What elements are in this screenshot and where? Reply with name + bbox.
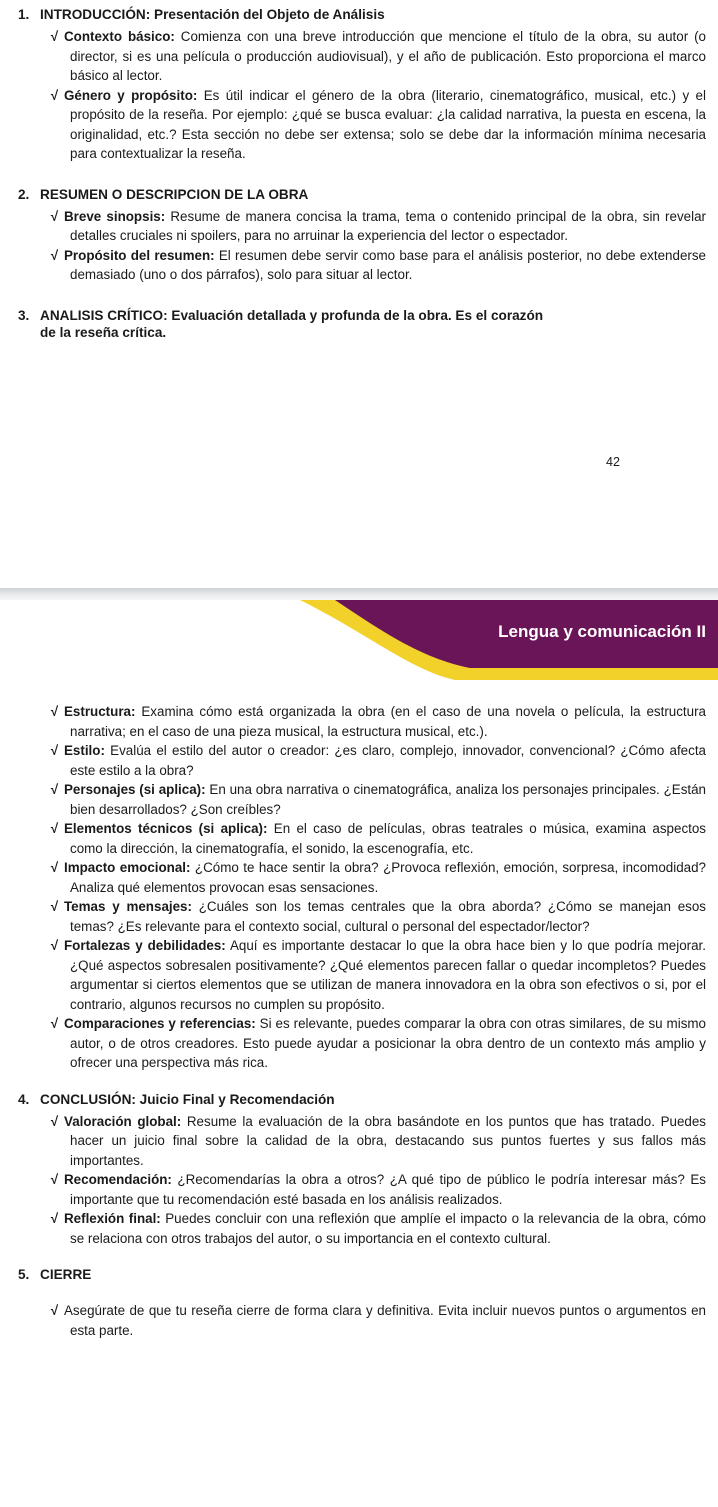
item-label: Propósito del resumen: bbox=[64, 247, 215, 263]
item-text: ¿Cuáles son los temas centrales que la obra aborda? ¿Cómo se manejan esos temas? ¿Es relevante para el contexto social, cultural o personal del espectador/lector? bbox=[70, 899, 706, 934]
list-item bbox=[18, 936, 706, 1014]
item-label: Breve sinopsis: bbox=[64, 208, 166, 224]
section-4-title bbox=[18, 1091, 706, 1108]
item-text: Evalúa el estilo del autor o creador: ¿es claro, complejo, innovador, convencional? ¿Cómo afecta este estilo a la obra? bbox=[70, 743, 706, 778]
section-5-number: 5. bbox=[18, 1267, 30, 1282]
list-item bbox=[18, 207, 706, 246]
check-icon: √ bbox=[50, 87, 58, 103]
item-label: Género y propósito: bbox=[64, 87, 198, 103]
item-label: Contexto básico: bbox=[64, 29, 175, 44]
header-title: Lengua y comunicación II bbox=[498, 622, 706, 641]
page-2-content bbox=[18, 702, 706, 1340]
check-icon: √ bbox=[50, 208, 58, 224]
section-1-number: 1. bbox=[18, 7, 30, 22]
page-number: 42 bbox=[606, 455, 620, 469]
item-label: Estilo: bbox=[64, 743, 105, 758]
section-4-number: 4. bbox=[18, 1091, 30, 1107]
section-2-number: 2. bbox=[18, 186, 30, 202]
section-1-heading: INTRODUCCIÓN: Presentación del Objeto de Análisis bbox=[40, 7, 385, 22]
section-2-heading: RESUMEN O DESCRIPCION DE LA OBRA bbox=[40, 186, 309, 202]
list-item bbox=[18, 1170, 706, 1209]
check-icon: √ bbox=[50, 1211, 58, 1226]
item-text: En el caso de películas, obras teatrales o música, examina aspectos como la dirección, la cinematografía, el sonido, la escenografía, etc. bbox=[70, 821, 706, 856]
list-item bbox=[18, 1014, 706, 1073]
item-text: ¿Cómo te hace sentir la obra? ¿Provoca reflexión, emoción, sorpresa, incomodidad? Analiza qué elementos provocan esas sensaciones. bbox=[70, 860, 706, 895]
list-item bbox=[18, 741, 706, 780]
check-icon: √ bbox=[50, 247, 58, 263]
item-label: Comparaciones y referencias: bbox=[64, 1016, 256, 1031]
list-item bbox=[18, 897, 706, 936]
check-icon: √ bbox=[50, 1016, 58, 1031]
section-5-heading: CIERRE bbox=[40, 1267, 92, 1282]
item-label: Estructura: bbox=[64, 704, 136, 719]
item-text: El resumen debe servir como base para el análisis posterior, no debe extenderse demasiado (uno o dos párrafos), solo para situar al lector. bbox=[70, 247, 706, 282]
list-item bbox=[18, 780, 706, 819]
item-label: Temas y mensajes: bbox=[64, 899, 192, 914]
check-icon: √ bbox=[50, 743, 58, 758]
list-item bbox=[18, 819, 706, 858]
item-label: Fortalezas y debilidades: bbox=[64, 938, 226, 953]
item-text: Comienza con una breve introducción que mencione el título de la obra, su autor (o director, si es una película o producción audiovisual), y el año de publicación. Esto proporciona el marco básico al lector. bbox=[70, 29, 707, 83]
check-icon: √ bbox=[50, 782, 58, 797]
item-text: Examina cómo está organizada la obra (en el caso de una novela o película, la estructura narrativa; en el caso de una pieza musical, la estructura musical, etc.). bbox=[70, 704, 706, 739]
item-text: En una obra narrativa o cinematográfica, analiza los personajes principales. ¿Están bien desarrollados? ¿Son creíbles? bbox=[70, 782, 707, 817]
check-icon: √ bbox=[50, 860, 58, 875]
list-item bbox=[18, 27, 706, 86]
check-icon: √ bbox=[50, 1303, 58, 1318]
list-item bbox=[18, 1209, 706, 1248]
item-label: Impacto emocional: bbox=[64, 860, 191, 875]
check-icon: √ bbox=[50, 704, 58, 719]
item-text: Si es relevante, puedes comparar la obra con otras similares, de su mismo autor, o de otros creadores. Esto puede ayudar a posicionar la obra dentro de un contexto más amplio y ofrecer una perspectiva más rica. bbox=[70, 1016, 706, 1070]
item-label: Personajes (si aplica): bbox=[64, 782, 206, 797]
section-5-title bbox=[18, 1266, 706, 1283]
check-icon: √ bbox=[50, 1113, 58, 1129]
item-text: Puedes concluir con una reflexión que amplíe el impacto o la relevancia de la obra, cómo se relaciona con otros trabajos del autor, o su importancia en el contexto cultural. bbox=[70, 1211, 706, 1246]
item-text: Resume de manera concisa la trama, tema o contenido principal de la obra, sin revelar detalles cruciales ni spoilers, para no arruinar la experiencia del lector o espectador. bbox=[70, 208, 706, 243]
list-item bbox=[18, 1301, 706, 1340]
section-4-heading: CONCLUSIÓN: Juicio Final y Recomendación bbox=[40, 1091, 335, 1107]
item-text: Asegúrate de que tu reseña cierre de forma clara y definitiva. Evita incluir nuevos puntos o argumentos en esta parte. bbox=[64, 1303, 706, 1338]
item-text: Es útil indicar el género de la obra (literario, cinematográfico, musical, etc.) y el propósito de la reseña. Por ejemplo: ¿qué se busca evaluar: ¿la calidad narrativa, la puesta en escena, la originalidad, etc.? Esta sección no debe ser extensa; solo se debe dar la información mínima necesaria para contextualizar la reseña. bbox=[70, 87, 706, 161]
page-2 bbox=[0, 600, 718, 1507]
item-text: Resume la evaluación de la obra basándote en los puntos que has tratado. Puedes hacer un juicio final sobre la calidad de la obra, destacando sus puntos fuertes y sus fallos más importantes. bbox=[70, 1113, 706, 1168]
check-icon: √ bbox=[50, 821, 58, 836]
section-2-title bbox=[18, 186, 706, 203]
page-1 bbox=[0, 0, 718, 590]
item-label: Reflexión final: bbox=[64, 1211, 161, 1226]
list-item bbox=[18, 86, 706, 164]
section-3-title bbox=[18, 307, 706, 324]
list-item bbox=[18, 858, 706, 897]
item-label: Recomendación: bbox=[64, 1172, 172, 1187]
check-icon: √ bbox=[50, 899, 58, 914]
check-icon: √ bbox=[50, 938, 58, 953]
check-icon: √ bbox=[50, 1172, 58, 1187]
item-text: ¿Recomendarías la obra a otros? ¿A qué tipo de público le podría interesar más? Es importante que tu recomendación esté basada en los análisis realizados. bbox=[70, 1172, 706, 1207]
list-item bbox=[18, 246, 706, 285]
section-3-number: 3. bbox=[18, 307, 30, 323]
item-label: Valoración global: bbox=[64, 1113, 182, 1129]
check-icon: √ bbox=[50, 29, 58, 44]
page-1-content bbox=[18, 6, 706, 342]
item-text: Aquí es importante destacar lo que la obra hace bien y lo que podría mejorar. ¿Qué aspectos sobresalen positivamente? ¿Qué elementos parecen fallar o quedar incompletos? Puedes argumentar si ciertos elementos que se utilizan de manera innovadora en la obra son efectivos o si, por el contrario, algunos recursos no cumplen su propósito. bbox=[70, 938, 706, 1012]
section-3-heading-continued: de la reseña crítica. bbox=[40, 324, 167, 340]
section-1-title bbox=[18, 6, 706, 23]
list-item bbox=[18, 1112, 706, 1171]
item-label: Elementos técnicos (si aplica): bbox=[64, 821, 268, 836]
section-3-heading: ANALISIS CRÍTICO: Evaluación detallada y profunda de la obra. Es el corazón bbox=[40, 307, 544, 323]
list-item bbox=[18, 702, 706, 741]
